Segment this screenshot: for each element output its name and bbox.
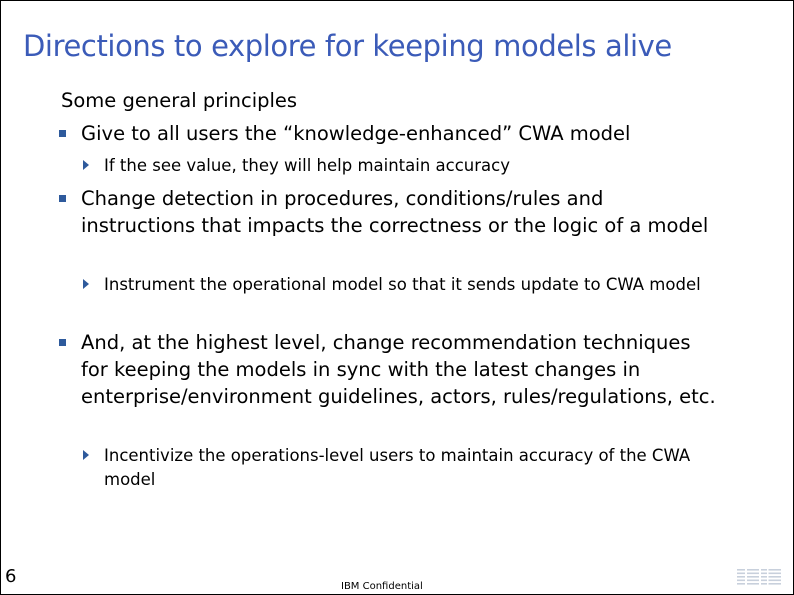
- square-bullet-icon: [59, 339, 66, 346]
- triangle-bullet-icon: [83, 279, 89, 289]
- sub-bullet-text: Incentivize the operations-level users to maintain accuracy of the CWA model: [104, 446, 691, 489]
- square-bullet-icon: [59, 195, 66, 202]
- square-bullet-icon: [59, 130, 66, 137]
- sub-bullet-item: [104, 154, 744, 178]
- bullet-text: Give to all users the “knowledge-enhanced” CWA model: [81, 122, 631, 145]
- sub-bullet-item: [104, 273, 744, 297]
- footer-text: IBM Confidential: [341, 581, 423, 592]
- slide-title: Directions to explore for keeping models alive: [23, 29, 672, 63]
- section-heading: Some general principles: [61, 89, 298, 112]
- triangle-bullet-icon: [83, 160, 89, 170]
- triangle-bullet-icon: [83, 450, 89, 460]
- ibm-logo-icon: [737, 567, 781, 587]
- bullet-item: [81, 185, 721, 239]
- sub-bullet-text: If the see value, they will help maintain accuracy: [104, 156, 510, 175]
- page-number: 6: [5, 566, 17, 587]
- bullet-item: [81, 120, 721, 147]
- bullet-text: And, at the highest level, change recommendation techniques for keeping the models in sync with the latest changes in enterprise/environment guidelines, actors, rules/regulations, etc.: [81, 331, 716, 408]
- sub-bullet-item: [104, 444, 744, 492]
- bullet-text: Change detection in procedures, conditions/rules and instructions that impacts the correctness or the logic of a model: [81, 187, 709, 237]
- sub-bullet-text: Instrument the operational model so that it sends update to CWA model: [104, 275, 701, 294]
- bullet-item: [81, 329, 721, 410]
